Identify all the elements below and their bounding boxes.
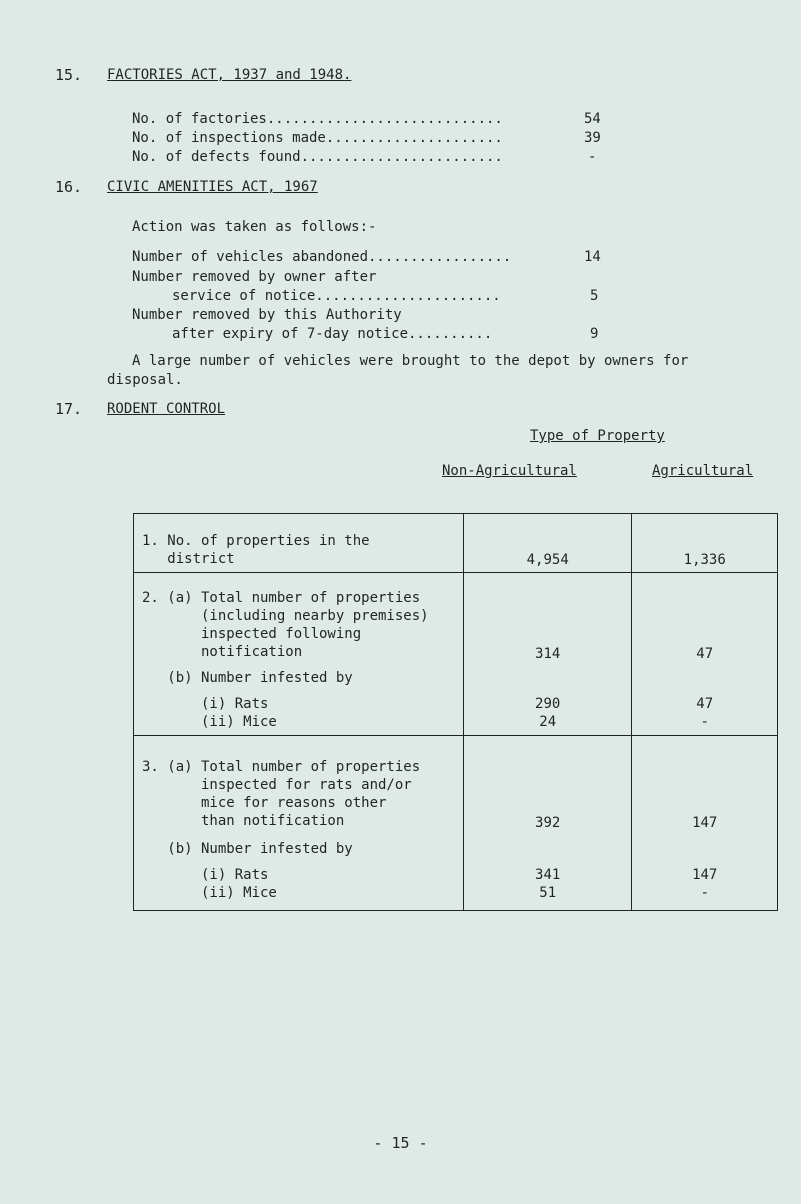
row3-line: (i) Rats xyxy=(142,867,269,883)
removed-authority-label-1: Number removed by this Authority xyxy=(132,307,402,323)
row2-total-ag: 47 xyxy=(696,646,714,662)
removed-authority-value: 9 xyxy=(590,326,599,342)
row2-mice-ag: - xyxy=(700,714,709,730)
agricultural-heading: Agricultural xyxy=(652,463,754,479)
row3-line: mice for reasons other xyxy=(142,795,387,811)
row3-rats-nonag: 341 xyxy=(535,867,561,883)
section-17-heading: RODENT CONTROL xyxy=(107,401,226,417)
defects-label: No. of defects found........................ xyxy=(132,149,503,165)
table-row xyxy=(134,736,778,911)
inspections-value: 39 xyxy=(584,130,601,146)
abandoned-value: 14 xyxy=(584,249,601,265)
section-17-number: 17. xyxy=(55,400,83,418)
row3-total-ag: 147 xyxy=(692,815,718,831)
section-15-number: 15. xyxy=(55,66,83,84)
factories-label: No. of factories............................ xyxy=(132,111,503,127)
type-of-property-heading: Type of Property xyxy=(530,428,665,444)
row3-rats-ag: 147 xyxy=(692,867,718,883)
removed-owner-value: 5 xyxy=(590,288,599,304)
section-15-heading: FACTORIES ACT, 1937 and 1948. xyxy=(107,67,352,83)
row2-line: (i) Rats xyxy=(142,696,269,712)
row1-line: 1. No. of properties in the xyxy=(142,533,370,549)
section-16-heading: CIVIC AMENITIES ACT, 1967 xyxy=(107,179,318,195)
defects-value: - xyxy=(588,149,597,165)
table-row xyxy=(134,573,778,736)
row3-line: than notification xyxy=(142,813,345,829)
page-number: - 15 - xyxy=(373,1134,428,1152)
row2-mice-nonag: 24 xyxy=(539,714,557,730)
row2-line: notification xyxy=(142,644,303,660)
rodent-control-table xyxy=(133,513,778,911)
non-agricultural-heading: Non-Agricultural xyxy=(442,463,577,479)
row3-line: 3. (a) Total number of properties xyxy=(142,759,421,775)
row3-line: inspected for rats and/or xyxy=(142,777,412,793)
section-16-number: 16. xyxy=(55,178,83,196)
vehicles-note-1: A large number of vehicles were brought to the depot by owners for xyxy=(132,353,689,369)
factories-value: 54 xyxy=(584,111,601,127)
row3-line: (ii) Mice xyxy=(142,885,277,901)
vehicles-note-2: disposal. xyxy=(107,372,183,388)
removed-authority-label-2: after expiry of 7-day notice.......... xyxy=(172,326,493,342)
row2-line: (including nearby premises) xyxy=(142,608,429,624)
row2-line: (ii) Mice xyxy=(142,714,277,730)
row3-mice-ag: - xyxy=(700,885,709,901)
row2-line: 2. (a) Total number of properties xyxy=(142,590,421,606)
row2-line: inspected following xyxy=(142,626,362,642)
action-intro: Action was taken as follows:- xyxy=(132,219,377,235)
row3-mice-nonag: 51 xyxy=(539,885,557,901)
row2-line: (b) Number infested by xyxy=(142,670,353,686)
abandoned-label: Number of vehicles abandoned................. xyxy=(132,249,512,265)
row3-line: (b) Number infested by xyxy=(142,841,353,857)
row3-total-nonag: 392 xyxy=(535,815,561,831)
row2-rats-ag: 47 xyxy=(696,696,714,712)
removed-owner-label-2: service of notice...................... xyxy=(172,288,501,304)
removed-owner-label-1: Number removed by owner after xyxy=(132,269,377,285)
table-row xyxy=(134,514,778,573)
row2-total-nonag: 314 xyxy=(535,646,561,662)
inspections-label: No. of inspections made..................... xyxy=(132,130,503,146)
row1-nonag-value: 4,954 xyxy=(526,552,569,568)
row2-rats-nonag: 290 xyxy=(535,696,561,712)
row1-line: district xyxy=(142,551,235,567)
row1-ag-value: 1,336 xyxy=(683,552,726,568)
